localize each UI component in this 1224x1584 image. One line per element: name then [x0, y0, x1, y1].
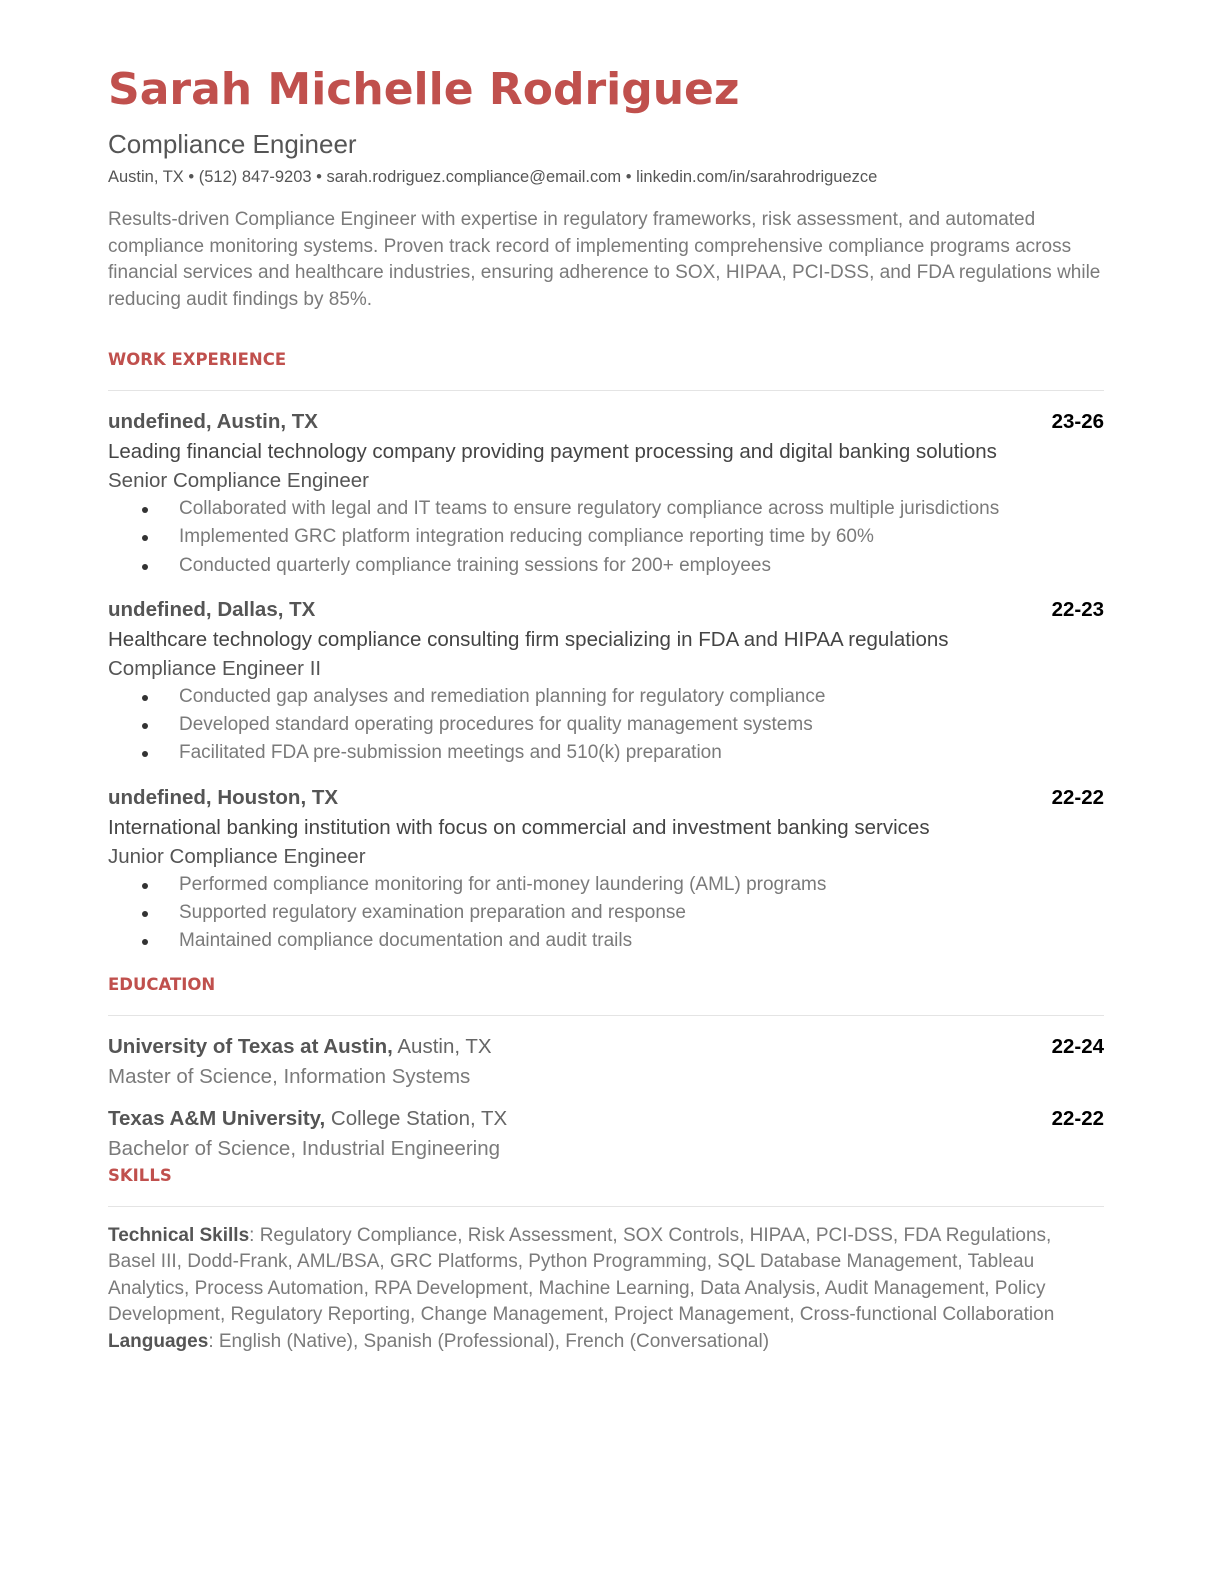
- job-title: Junior Compliance Engineer: [108, 844, 366, 868]
- education-header: [108, 1104, 1104, 1134]
- job-description: Leading financial technology company providing payment processing and digital banking solutions: [108, 440, 997, 463]
- education-location: College Station, TX: [325, 1106, 508, 1130]
- skills-heading: SKILLS: [108, 1165, 172, 1185]
- list-item: Supported regulatory examination preparation and response: [179, 899, 1104, 927]
- skills-block: [108, 1223, 1104, 1356]
- summary-paragraph: Results-driven Compliance Engineer with expertise in regulatory frameworks, risk assessment, and automated compliance monitoring systems. Proven track record of implementing comprehensive compliance programs across financial services and healthcare industries, ensuring adherence to SOX, HIPAA, PCI-DSS, and FDA regulations while reducing audit findings by 85%.: [108, 209, 1101, 310]
- job-entry-3: [108, 783, 1104, 956]
- list-item: Maintained compliance documentation and audit trails: [179, 927, 1104, 955]
- languages-label: Languages: [108, 1330, 209, 1352]
- list-item: Developed standard operating procedures for quality management systems: [179, 711, 1104, 739]
- education-location: Austin, TX: [392, 1034, 492, 1058]
- bullet-icon: [142, 507, 148, 513]
- list-item: Collaborated with legal and IT teams to ensure regulatory compliance across multiple jurisdictions: [179, 495, 1104, 523]
- contact-line: Austin, TX • (512) 847-9203 • sarah.rodriguez.compliance@email.com • linkedin.com/in/sarahrodriguezce: [108, 168, 878, 186]
- job-dates: 22-23: [1051, 597, 1104, 621]
- job-bullets: [108, 683, 1104, 768]
- resume-page: [108, 62, 1104, 1355]
- job-header: [108, 595, 1104, 625]
- education-header: [108, 1032, 1104, 1062]
- bullet-icon: [142, 564, 148, 570]
- candidate-title: Compliance Engineer: [108, 129, 357, 159]
- job-description: International banking institution with focus on commercial and investment banking services: [108, 815, 930, 839]
- bullet-icon: [142, 751, 148, 757]
- bullet-icon: [142, 723, 148, 729]
- list-item: Facilitated FDA pre-submission meetings and 510(k) preparation: [179, 739, 1104, 767]
- job-entry-2: [108, 595, 1104, 768]
- job-description: Healthcare technology compliance consulting firm specializing in FDA and HIPAA regulations: [108, 627, 949, 651]
- technical-skills-label: Technical Skills: [108, 1224, 250, 1246]
- bullet-icon: [142, 911, 148, 917]
- education-degree: Master of Science, Information Systems: [108, 1064, 471, 1088]
- education-dates: 22-24: [1051, 1034, 1104, 1058]
- bullet-icon: [142, 939, 148, 945]
- list-item: Conducted quarterly compliance training sessions for 200+ employees: [179, 552, 1104, 580]
- bullet-icon: [142, 535, 148, 541]
- education-degree: Bachelor of Science, Industrial Engineering: [108, 1136, 501, 1160]
- job-entry-1: [108, 407, 1104, 580]
- job-title: Compliance Engineer II: [108, 656, 322, 680]
- education-school: Texas A&M University, College Station, TX: [108, 1106, 508, 1130]
- job-title: Senior Compliance Engineer: [108, 469, 369, 492]
- skills-divider: [108, 1206, 1104, 1207]
- education-dates: 22-22: [1051, 1106, 1104, 1130]
- education-entry-1: [108, 1032, 1104, 1091]
- bullet-icon: [142, 883, 148, 889]
- list-item: Performed compliance monitoring for anti-money laundering (AML) programs: [179, 871, 1104, 899]
- job-bullets: [108, 871, 1104, 956]
- job-company: undefined, Austin, TX: [108, 410, 318, 433]
- bullet-icon: [142, 695, 148, 701]
- job-company: undefined, Houston, TX: [108, 785, 339, 809]
- work-experience-heading: WORK EXPERIENCE: [108, 350, 287, 369]
- languages: Languages: English (Native), Spanish (Professional), French (Conversational): [108, 1330, 770, 1352]
- work-experience-divider: [108, 390, 1104, 391]
- education-school: University of Texas at Austin, Austin, TX: [108, 1034, 492, 1058]
- job-dates: 23-26: [1051, 410, 1104, 433]
- list-item: Conducted gap analyses and remediation planning for regulatory compliance: [179, 683, 1104, 711]
- candidate-name: Sarah Michelle Rodriguez: [108, 64, 740, 115]
- education-entry-2: [108, 1104, 1104, 1163]
- job-header: [108, 783, 1104, 813]
- education-divider: [108, 1015, 1104, 1016]
- job-header: [108, 407, 1104, 437]
- job-dates: 22-22: [1051, 785, 1104, 809]
- list-item: Implemented GRC platform integration reducing compliance reporting time by 60%: [179, 523, 1104, 551]
- job-bullets: [108, 495, 1104, 580]
- job-company: undefined, Dallas, TX: [108, 597, 316, 621]
- technical-skills: Technical Skills: Regulatory Compliance, Risk Assessment, SOX Controls, HIPAA, PCI-DSS, FDA Regulations, Basel III, Dodd-Frank, AML/BSA, GRC Platforms, Python Programming, SQL Database Management, Tableau Analytics, Process Automation, RPA Development, Machine Learning, Data Analysis, Audit Management, Policy Development, Regulatory Reporting, Change Management, Project Management, Cross-functional Collaboration: [108, 1224, 1055, 1326]
- education-heading: EDUCATION: [108, 974, 216, 994]
